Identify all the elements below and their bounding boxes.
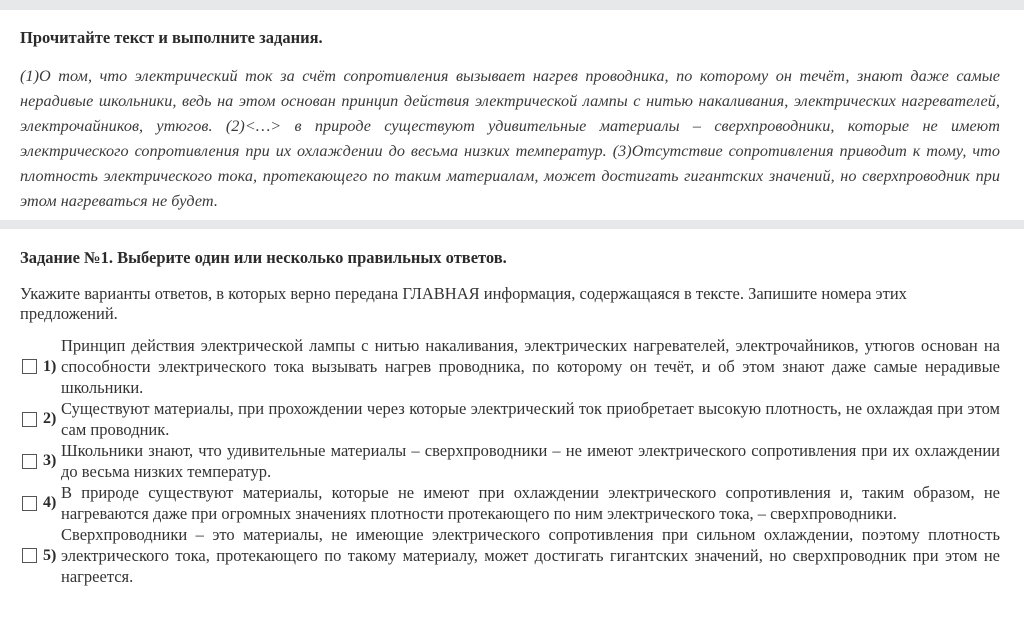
reading-passage: (1)О том, что электрический ток за счёт сопротивления вызывает нагрев проводника, по которому он течёт, знают даже самые нерадивые школьники, ведь на этом основан принцип действия электрической лампы с нитью накаливания, электрических нагревателей, электрочайников, утюгов. (2)<…> в природе существуют удивительные материалы – сверхпроводники, которые не имеют электрического сопротивления при их охлаждении до весьма низких температур. (3)Отсутствие сопротивления приводит к тому, что плотность электрического тока, протекающего по таким материалам, может достигать гигантских значений, но сверхпроводник при этом нагреваться не будет.	[20, 67, 1000, 210]
answer-option-3-checkbox[interactable]	[22, 454, 37, 469]
answer-option-5-control	[20, 547, 61, 565]
answer-option-3-text: Школьники знают, что удивительные материалы – сверхпроводники – не имеют электрического сопротивления при их охлаждении до весьма низких температур.	[61, 441, 1000, 481]
answer-option-2-control	[20, 410, 61, 428]
answer-option-5	[20, 524, 1000, 587]
answer-option-1-checkbox[interactable]	[22, 359, 37, 374]
answer-option-5-text: Сверхпроводники – это материалы, не имеющие электрического сопротивления при сильном охлаждении, поэтому плотность электрического тока, протекающего по такому материалу, может достигать гигантских значений, но сверхпроводник при этом не нагреется.	[61, 525, 1000, 586]
section-divider-band	[0, 220, 1024, 229]
top-divider-band	[0, 0, 1024, 10]
task-title: Задание №1. Выберите один или несколько правильных ответов.	[20, 248, 507, 267]
answer-option-3-control	[20, 452, 61, 470]
answer-option-2	[20, 398, 1000, 440]
answer-option-1-control	[20, 358, 61, 376]
answer-option-2-number: 2)	[43, 410, 57, 427]
answer-option-4-text: В природе существуют материалы, которые не имеют при охлаждении электрического сопротивления и, таким образом, не нагреваются даже при огромных значениях плотности протекающего по ним электрического тока, – сверхпроводники.	[61, 483, 1000, 523]
answer-options-list	[20, 335, 1000, 587]
answer-option-2-text: Существуют материалы, при прохождении через которые электрический ток приобретает высокую плотность, не охлаждая при этом сам проводник.	[61, 399, 1000, 439]
answer-option-1-number: 1)	[43, 357, 57, 375]
answer-option-5-checkbox[interactable]	[22, 548, 37, 563]
reading-heading: Прочитайте текст и выполните задания.	[20, 28, 323, 47]
task-section	[0, 229, 1024, 587]
reading-text-section	[0, 10, 1024, 220]
answer-option-4-control	[20, 494, 61, 512]
answer-option-4	[20, 482, 1000, 524]
answer-option-1-text: Принцип действия электрической лампы с нитью накаливания, электрических нагревателей, электрочайников, утюгов основан на способности электрического тока вызывать нагрев проводника, по которому он течёт, и об этом знают даже самые нерадивые школьники.	[61, 336, 1000, 397]
answer-option-3	[20, 440, 1000, 482]
answer-option-1	[20, 335, 1000, 398]
answer-option-4-checkbox[interactable]	[22, 496, 37, 511]
answer-option-4-number: 4)	[43, 494, 57, 511]
answer-option-3-number: 3)	[43, 452, 57, 469]
answer-option-5-number: 5)	[43, 546, 57, 564]
task-instruction: Укажите варианты ответов, в которых верно передана ГЛАВНАЯ информация, содержащаяся в тексте. Запишите номера этих предложений.	[20, 284, 907, 323]
answer-option-2-checkbox[interactable]	[22, 412, 37, 427]
